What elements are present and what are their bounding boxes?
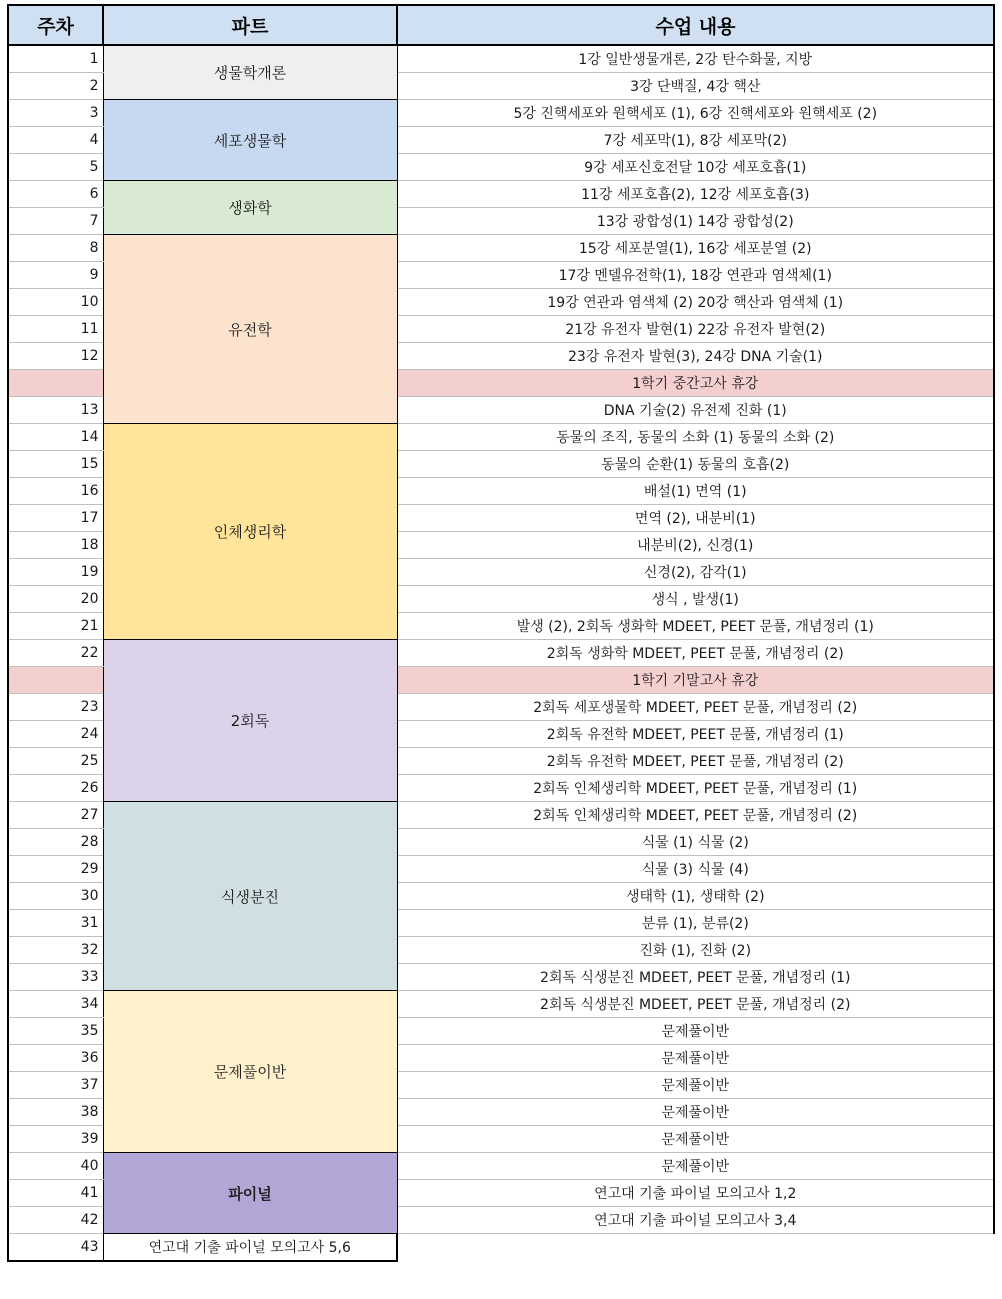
week-cell: 38 bbox=[8, 1099, 103, 1126]
week-cell: 24 bbox=[8, 721, 103, 748]
week-cell: 35 bbox=[8, 1018, 103, 1045]
part-cell: 생물학개론 bbox=[103, 45, 397, 100]
content-cell: 연고대 기출 파이널 모의고사 3,4 bbox=[397, 1207, 994, 1234]
content-cell: 7강 세포막(1), 8강 세포막(2) bbox=[397, 127, 994, 154]
week-cell: 29 bbox=[8, 856, 103, 883]
table-row bbox=[8, 235, 994, 262]
week-cell: 36 bbox=[8, 1045, 103, 1072]
week-cell: 9 bbox=[8, 262, 103, 289]
week-cell bbox=[8, 667, 103, 694]
part-cell: 유전학 bbox=[103, 235, 397, 424]
week-cell: 39 bbox=[8, 1126, 103, 1153]
table-row bbox=[8, 45, 994, 73]
week-cell: 16 bbox=[8, 478, 103, 505]
content-cell: 식물 (1) 식물 (2) bbox=[397, 829, 994, 856]
content-cell: 1학기 기말고사 휴강 bbox=[397, 667, 994, 694]
week-cell: 23 bbox=[8, 694, 103, 721]
week-cell: 32 bbox=[8, 937, 103, 964]
content-cell: 2회독 식생분진 MDEET, PEET 문풀, 개념정리 (1) bbox=[397, 964, 994, 991]
week-cell: 40 bbox=[8, 1153, 103, 1180]
table-row bbox=[8, 1234, 994, 1262]
content-cell: 2회독 인체생리학 MDEET, PEET 문풀, 개념정리 (2) bbox=[397, 802, 994, 829]
content-cell: 2회독 인체생리학 MDEET, PEET 문풀, 개념정리 (1) bbox=[397, 775, 994, 802]
content-cell: 발생 (2), 2회독 생화학 MDEET, PEET 문풀, 개념정리 (1) bbox=[397, 613, 994, 640]
content-cell: 2회독 생화학 MDEET, PEET 문풀, 개념정리 (2) bbox=[397, 640, 994, 667]
content-cell: 2회독 세포생물학 MDEET, PEET 문풀, 개념정리 (2) bbox=[397, 694, 994, 721]
content-cell: 식물 (3) 식물 (4) bbox=[397, 856, 994, 883]
content-cell: 17강 멘델유전학(1), 18강 연관과 염색체(1) bbox=[397, 262, 994, 289]
week-cell: 6 bbox=[8, 181, 103, 208]
content-cell: 2회독 유전학 MDEET, PEET 문풀, 개념정리 (2) bbox=[397, 748, 994, 775]
week-cell: 17 bbox=[8, 505, 103, 532]
content-cell: 분류 (1), 분류(2) bbox=[397, 910, 994, 937]
content-cell: DNA 기술(2) 유전제 진화 (1) bbox=[397, 397, 994, 424]
content-cell: 3강 단백질, 4강 핵산 bbox=[397, 73, 994, 100]
table-row bbox=[8, 424, 994, 451]
week-cell: 11 bbox=[8, 316, 103, 343]
part-cell: 세포생물학 bbox=[103, 100, 397, 181]
content-cell: 진화 (1), 진화 (2) bbox=[397, 937, 994, 964]
week-cell: 15 bbox=[8, 451, 103, 478]
week-cell: 22 bbox=[8, 640, 103, 667]
header-part: 파트 bbox=[103, 5, 397, 45]
part-cell: 2회독 bbox=[103, 640, 397, 802]
content-cell: 문제풀이반 bbox=[397, 1153, 994, 1180]
header-week: 주차 bbox=[8, 5, 103, 45]
content-cell: 문제풀이반 bbox=[397, 1072, 994, 1099]
week-cell: 27 bbox=[8, 802, 103, 829]
week-cell: 1 bbox=[8, 45, 103, 73]
content-cell: 문제풀이반 bbox=[397, 1045, 994, 1072]
content-cell: 1학기 중간고사 휴강 bbox=[397, 370, 994, 397]
week-cell: 4 bbox=[8, 127, 103, 154]
week-cell: 30 bbox=[8, 883, 103, 910]
week-cell: 37 bbox=[8, 1072, 103, 1099]
table-row bbox=[8, 640, 994, 667]
content-cell: 13강 광합성(1) 14강 광합성(2) bbox=[397, 208, 994, 235]
part-cell: 파이널 bbox=[103, 1153, 397, 1234]
week-cell: 3 bbox=[8, 100, 103, 127]
table-body bbox=[8, 45, 994, 1261]
week-cell: 2 bbox=[8, 73, 103, 100]
week-cell: 5 bbox=[8, 154, 103, 181]
week-cell: 21 bbox=[8, 613, 103, 640]
content-cell: 면역 (2), 내분비(1) bbox=[397, 505, 994, 532]
table-row bbox=[8, 991, 994, 1018]
content-cell: 내분비(2), 신경(1) bbox=[397, 532, 994, 559]
week-cell: 20 bbox=[8, 586, 103, 613]
content-cell: 동물의 조직, 동물의 소화 (1) 동물의 소화 (2) bbox=[397, 424, 994, 451]
content-cell: 생태학 (1), 생태학 (2) bbox=[397, 883, 994, 910]
content-cell: 5강 진핵세포와 원핵세포 (1), 6강 진핵세포와 원핵세포 (2) bbox=[397, 100, 994, 127]
table-row bbox=[8, 802, 994, 829]
week-cell: 43 bbox=[8, 1234, 103, 1262]
curriculum-table bbox=[7, 4, 995, 1262]
content-cell: 생식 , 발생(1) bbox=[397, 586, 994, 613]
week-cell: 25 bbox=[8, 748, 103, 775]
content-cell: 문제풀이반 bbox=[397, 1099, 994, 1126]
content-cell: 1강 일반생물개론, 2강 탄수화물, 지방 bbox=[397, 45, 994, 73]
week-cell: 10 bbox=[8, 289, 103, 316]
part-cell: 생화학 bbox=[103, 181, 397, 235]
week-cell: 18 bbox=[8, 532, 103, 559]
content-cell: 23강 유전자 발현(3), 24강 DNA 기술(1) bbox=[397, 343, 994, 370]
content-cell: 연고대 기출 파이널 모의고사 1,2 bbox=[397, 1180, 994, 1207]
week-cell: 28 bbox=[8, 829, 103, 856]
content-cell: 문제풀이반 bbox=[397, 1018, 994, 1045]
week-cell: 26 bbox=[8, 775, 103, 802]
part-cell: 인체생리학 bbox=[103, 424, 397, 640]
content-cell: 11강 세포호흡(2), 12강 세포호흡(3) bbox=[397, 181, 994, 208]
week-cell: 12 bbox=[8, 343, 103, 370]
table-row bbox=[8, 1153, 994, 1180]
content-cell: 2회독 식생분진 MDEET, PEET 문풀, 개념정리 (2) bbox=[397, 991, 994, 1018]
header-content: 수업 내용 bbox=[397, 5, 994, 45]
week-cell: 14 bbox=[8, 424, 103, 451]
content-cell: 연고대 기출 파이널 모의고사 5,6 bbox=[103, 1234, 397, 1262]
week-cell: 33 bbox=[8, 964, 103, 991]
week-cell: 42 bbox=[8, 1207, 103, 1234]
content-cell: 문제풀이반 bbox=[397, 1126, 994, 1153]
content-cell: 배설(1) 면역 (1) bbox=[397, 478, 994, 505]
week-cell bbox=[8, 370, 103, 397]
week-cell: 31 bbox=[8, 910, 103, 937]
week-cell: 19 bbox=[8, 559, 103, 586]
content-cell: 19강 연관과 염색체 (2) 20강 핵산과 염색체 (1) bbox=[397, 289, 994, 316]
week-cell: 13 bbox=[8, 397, 103, 424]
content-cell: 15강 세포분열(1), 16강 세포분열 (2) bbox=[397, 235, 994, 262]
content-cell: 동물의 순환(1) 동물의 호흡(2) bbox=[397, 451, 994, 478]
content-cell: 2회독 유전학 MDEET, PEET 문풀, 개념정리 (1) bbox=[397, 721, 994, 748]
content-cell: 신경(2), 감각(1) bbox=[397, 559, 994, 586]
table-row bbox=[8, 181, 994, 208]
week-cell: 7 bbox=[8, 208, 103, 235]
content-cell: 21강 유전자 발현(1) 22강 유전자 발현(2) bbox=[397, 316, 994, 343]
content-cell: 9강 세포신호전달 10강 세포호흡(1) bbox=[397, 154, 994, 181]
part-cell: 문제풀이반 bbox=[103, 991, 397, 1153]
week-cell: 41 bbox=[8, 1180, 103, 1207]
week-cell: 34 bbox=[8, 991, 103, 1018]
part-cell: 식생분진 bbox=[103, 802, 397, 991]
table-row bbox=[8, 100, 994, 127]
header-row bbox=[8, 5, 994, 45]
week-cell: 8 bbox=[8, 235, 103, 262]
